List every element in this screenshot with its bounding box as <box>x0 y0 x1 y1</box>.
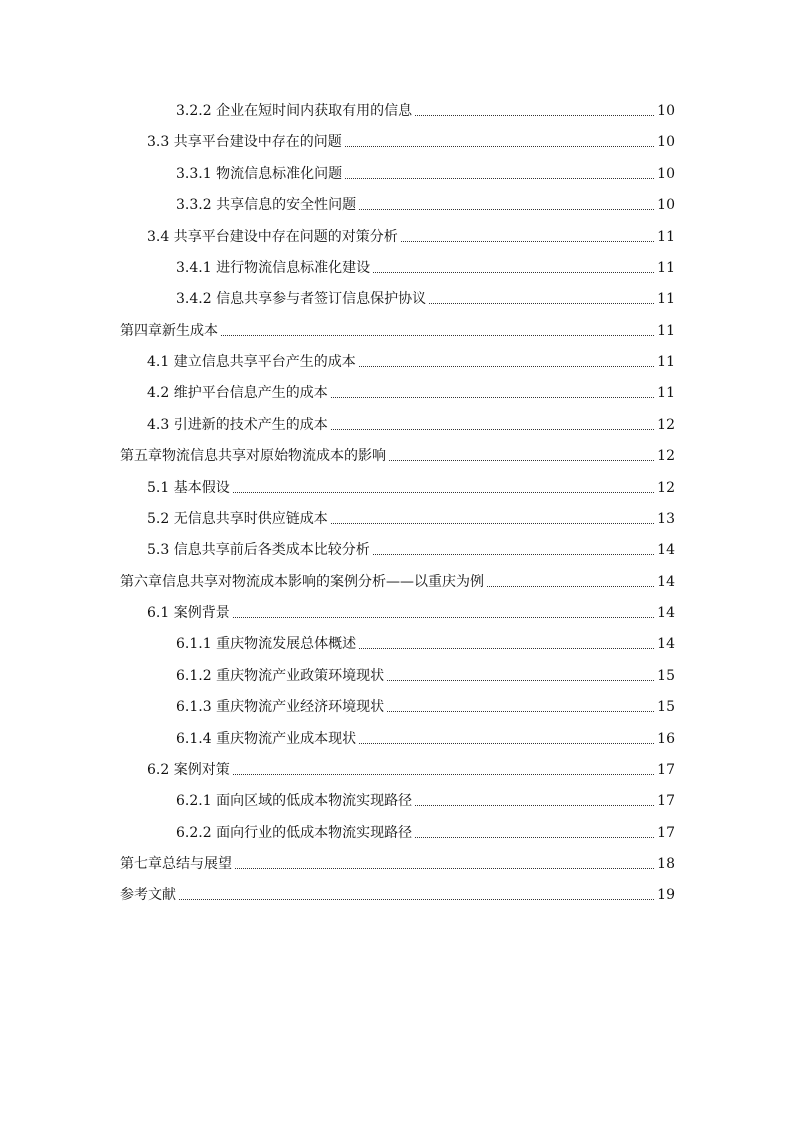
toc-entry[interactable] <box>147 602 675 624</box>
toc-entry-title: 5.1 基本假设 <box>147 480 230 496</box>
toc-entry-title: 6.1.4 重庆物流产业成本现状 <box>176 731 357 747</box>
toc-leader-dots <box>233 616 654 618</box>
toc-entry[interactable] <box>120 884 675 906</box>
toc-entry-page: 12 <box>657 480 675 496</box>
toc-entry-title: 6.2 案例对策 <box>147 762 230 778</box>
toc-leader-dots <box>359 742 654 744</box>
toc-entry[interactable] <box>176 665 675 687</box>
toc-entry-page: 17 <box>657 762 675 778</box>
toc-leader-dots <box>429 302 654 304</box>
toc-entry[interactable] <box>176 728 675 750</box>
toc-leader-dots <box>233 491 654 493</box>
toc-leader-dots <box>345 145 654 147</box>
toc-entry-page: 10 <box>657 103 675 119</box>
toc-entry-title: 5.2 无信息共享时供应链成本 <box>147 511 328 527</box>
toc-entry[interactable] <box>176 696 675 718</box>
toc-leader-dots <box>387 679 654 681</box>
toc-entry[interactable] <box>176 790 675 812</box>
toc-leader-dots <box>401 240 654 242</box>
toc-entry-title: 3.4.1 进行物流信息标准化建设 <box>176 260 371 276</box>
toc-entry[interactable] <box>120 445 675 467</box>
toc-entry-title: 3.3.1 物流信息标准化问题 <box>176 166 343 182</box>
toc-entry-title: 参考文献 <box>120 887 176 903</box>
toc-entry[interactable] <box>176 633 675 655</box>
toc-entry[interactable] <box>176 163 675 185</box>
toc-entry-page: 14 <box>657 605 675 621</box>
toc-entry-page: 11 <box>657 291 675 307</box>
toc-leader-dots <box>373 553 654 555</box>
toc-entry-page: 11 <box>657 323 675 339</box>
toc-entry-page: 13 <box>657 511 675 527</box>
toc-entry-title: 3.2.2 企业在短时间内获取有用的信息 <box>176 103 413 119</box>
toc-entry-title: 3.4.2 信息共享参与者签订信息保护协议 <box>176 291 427 307</box>
toc-entry-title: 3.3.2 共享信息的安全性问题 <box>176 197 357 213</box>
toc-leader-dots <box>179 898 654 900</box>
toc-leader-dots <box>359 208 654 210</box>
toc-entry-title: 4.1 建立信息共享平台产生的成本 <box>147 354 356 370</box>
toc-leader-dots <box>415 836 654 838</box>
toc-entry-title: 6.1.3 重庆物流产业经济环境现状 <box>176 699 385 715</box>
toc-entry-page: 19 <box>657 887 675 903</box>
toc-leader-dots <box>415 114 654 116</box>
toc-entry-title: 第五章物流信息共享对原始物流成本的影响 <box>120 448 386 464</box>
toc-leader-dots <box>415 804 654 806</box>
toc-entry-page: 11 <box>657 354 675 370</box>
toc-entry-page: 12 <box>657 448 675 464</box>
toc-entry-title: 4.3 引进新的技术产生的成本 <box>147 417 328 433</box>
toc-entry-page: 12 <box>657 417 675 433</box>
toc-entry[interactable] <box>176 100 675 122</box>
toc-entry[interactable] <box>147 131 675 153</box>
toc-entry-page: 11 <box>657 260 675 276</box>
toc-entry-page: 10 <box>657 197 675 213</box>
toc-entry-title: 第六章信息共享对物流成本影响的案例分析——以重庆为例 <box>120 574 484 590</box>
toc-entry-page: 14 <box>657 636 675 652</box>
toc-entry-page: 15 <box>657 699 675 715</box>
toc-entry-page: 10 <box>657 134 675 150</box>
toc-entry-title: 6.1.1 重庆物流发展总体概述 <box>176 636 357 652</box>
toc-entry-title: 5.3 信息共享前后各类成本比较分析 <box>147 542 370 558</box>
toc-entry[interactable] <box>147 382 675 404</box>
toc-entry-page: 15 <box>657 668 675 684</box>
toc-entry-title: 6.1.2 重庆物流产业政策环境现状 <box>176 668 385 684</box>
toc-entry-page: 14 <box>657 574 675 590</box>
toc-entry-page: 11 <box>657 385 675 401</box>
toc-leader-dots <box>345 177 654 179</box>
toc-leader-dots <box>487 585 654 587</box>
toc-leader-dots <box>235 867 654 869</box>
toc-entry[interactable] <box>147 477 675 499</box>
toc-entry[interactable] <box>147 508 675 530</box>
toc-leader-dots <box>221 334 654 336</box>
toc-entry[interactable] <box>147 226 675 248</box>
toc-entry[interactable] <box>176 257 675 279</box>
toc-entry-title: 3.3 共享平台建设中存在的问题 <box>147 134 342 150</box>
toc-entry-title: 6.2.1 面向区域的低成本物流实现路径 <box>176 793 413 809</box>
toc-leader-dots <box>331 396 654 398</box>
toc-leader-dots <box>387 710 654 712</box>
toc-entry[interactable] <box>147 759 675 781</box>
toc-entry-title: 第七章总结与展望 <box>120 856 232 872</box>
toc-entry[interactable] <box>176 822 675 844</box>
toc-entry[interactable] <box>147 539 675 561</box>
toc-entry-title: 6.1 案例背景 <box>147 605 230 621</box>
toc-entry[interactable] <box>120 853 675 875</box>
toc-entry[interactable] <box>176 288 675 310</box>
toc-leader-dots <box>359 647 654 649</box>
toc-entry-page: 17 <box>657 793 675 809</box>
toc-leader-dots <box>373 271 654 273</box>
toc-entry-page: 14 <box>657 542 675 558</box>
toc-leader-dots <box>389 459 654 461</box>
toc-leader-dots <box>331 428 654 430</box>
toc-entry[interactable] <box>176 194 675 216</box>
toc-leader-dots <box>233 773 654 775</box>
toc-entry[interactable] <box>120 571 675 593</box>
toc-entry-page: 16 <box>657 731 675 747</box>
toc-entry[interactable] <box>147 351 675 373</box>
toc-entry-title: 第四章新生成本 <box>120 323 218 339</box>
toc-entry-page: 17 <box>657 825 675 841</box>
toc-entry-page: 11 <box>657 229 675 245</box>
toc-leader-dots <box>331 522 654 524</box>
toc-entry-page: 18 <box>657 856 675 872</box>
toc-entry-title: 6.2.2 面向行业的低成本物流实现路径 <box>176 825 413 841</box>
toc-entry[interactable] <box>120 320 675 342</box>
toc-entry-title: 4.2 维护平台信息产生的成本 <box>147 385 328 401</box>
toc-entry[interactable] <box>147 414 675 436</box>
toc-leader-dots <box>359 365 654 367</box>
toc-entry-page: 10 <box>657 166 675 182</box>
toc-entry-title: 3.4 共享平台建设中存在问题的对策分析 <box>147 229 398 245</box>
